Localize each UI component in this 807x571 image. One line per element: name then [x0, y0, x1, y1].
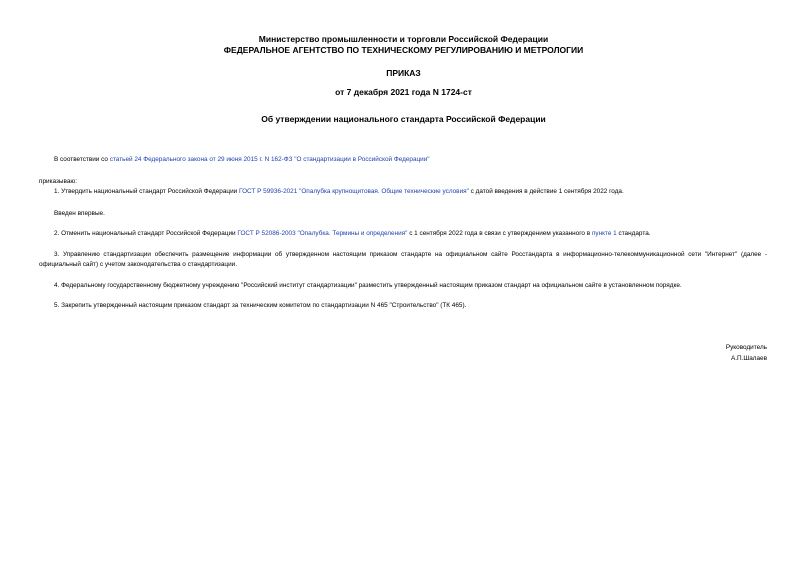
- item-1-reference-link[interactable]: пункте 1: [591, 230, 617, 237]
- item-3-paragraph: 3. Управлению стандартизации обеспечить размещение информации об утвержденном настоящим приказом стандарте на официальном сайте Росстандарта в информационно-телекоммуникационной сети "Интернет" (далее - официальный сайт) с учетом законодательства о стандартизации.: [39, 251, 767, 268]
- document-type: ПРИКАЗ: [386, 68, 421, 78]
- signature-name: А.П.Шалаев: [730, 355, 767, 362]
- item-1-paragraph: [54, 187, 624, 197]
- document-date-number: от 7 декабря 2021 года N 1724-ст: [335, 87, 472, 97]
- gost-52086-link[interactable]: ГОСТ Р 52086-2003 "Опалубка. Термины и определения": [237, 230, 408, 237]
- item-1-suffix: с датой введения в действие 1 сентября 2022 года.: [468, 188, 624, 195]
- item-1-prefix: 1. Утвердить национальный стандарт Российской Федерации: [54, 188, 239, 195]
- order-word: приказываю:: [39, 178, 77, 185]
- document-subject: Об утверждении национального стандарта Российской Федерации: [261, 114, 546, 124]
- introduced-note: Введен впервые.: [54, 210, 105, 217]
- item-2-paragraph: [54, 229, 651, 239]
- agency-title: ФЕДЕРАЛЬНОЕ АГЕНТСТВО ПО ТЕХНИЧЕСКОМУ РЕГУЛИРОВАНИЮ И МЕТРОЛОГИИ: [223, 45, 584, 55]
- item-4-paragraph: 4. Федеральному государственному бюджетному учреждению "Российский институт стандартизации" разместить утвержденный настоящим приказом стандарт на официальном сайте в установленном порядке.: [54, 282, 682, 289]
- item-5-paragraph: 5. Закрепить утвержденный настоящим приказом стандарт за техническим комитетом по стандартизации N 465 "Строительство" (ТК 465).: [54, 302, 467, 309]
- federal-law-link[interactable]: статьей 24 Федерального закона от 29 июня 2015 г. N 162-ФЗ "О стандартизации в Российской Федерации": [109, 156, 430, 163]
- preamble-paragraph: [54, 155, 430, 165]
- item-2-prefix: 2. Отменить национальный стандарт Российской Федерации: [54, 230, 238, 237]
- preamble-prefix: В соответствии со: [54, 156, 110, 163]
- item-2-suffix: стандарта.: [616, 230, 651, 237]
- signature-title: Руководитель: [725, 344, 767, 351]
- gost-59936-link[interactable]: ГОСТ Р 59936-2021 "Опалубка крупнощитовая. Общие технические условия": [238, 188, 469, 195]
- item-2-middle: с 1 сентября 2022 года в связи с утверждением указанного в: [407, 230, 592, 237]
- ministry-title: Министерство промышленности и торговли Российской Федерации: [258, 34, 549, 44]
